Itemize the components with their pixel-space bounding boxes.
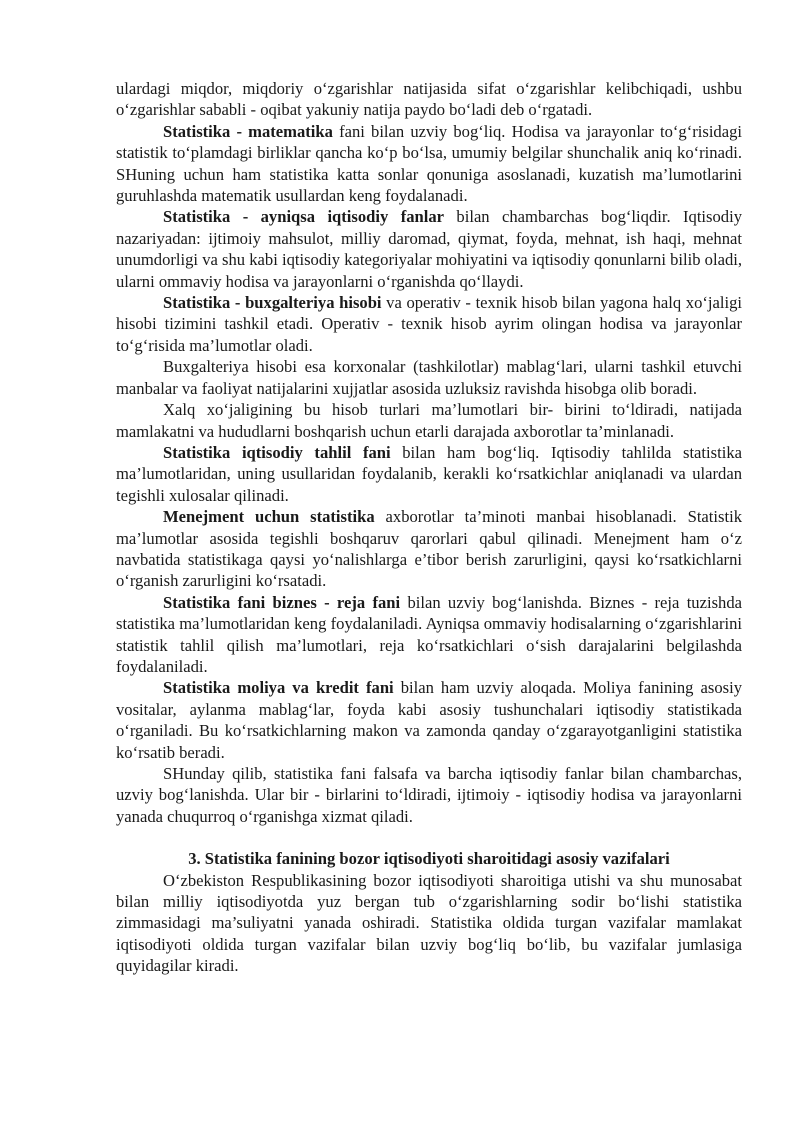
paragraph-bold-term: Menejment uchun statistika: [163, 507, 375, 527]
paragraph-3: [116, 206, 742, 292]
paragraph-bold-term: Statistika iqtisodiy tahlil fani: [163, 442, 391, 462]
paragraph-2: [116, 121, 742, 207]
paragraph-7: [116, 442, 742, 506]
paragraph-text: bilan chambarchas bog‘liqdir. Iqtisodiy nazariyadan: ijtimoiy mahsulot, milliy daromad, qiymat, foyda, mehnat, ish haqi, mehnat unumdorligi va shu kabi iqtisodiy kategoriyalar mohiyatini va iqtisodiy qonunlarni bilib oladi, ularni ommaviy hodisa va jarayonlarni o‘rganishda qo‘llaydi.: [116, 207, 743, 291]
paragraph-10: [116, 677, 742, 763]
paragraph-1: [116, 78, 742, 121]
paragraph-4: [116, 292, 742, 356]
paragraph-final: O‘zbekiston Respublikasining bozor iqtisodiyoti sharoitiga utishi va shu munosabat bilan milliy iqtisodiyotda yuz bergan tub o‘zgarishlarning sodir bo‘lishi statistika zimmasidagi ma’suliyatni yanada oshiradi. Statistika oldida turgan vazifalar mamlakat iqtisodiyoti oldida turgan vazifalar bilan uzviy bog‘liq bo‘lib, bu vazifalar jumlasiga quyidagilar kiradi.: [116, 870, 742, 976]
paragraph-text: va operativ - texnik hisob bilan yagona halq xo‘jaligi hisobi tizimini tashkil etadi. Operativ - texnik hisob ayrim olingan hodisa va jarayonlar to‘g‘risida ma’lumotlar oladi.: [116, 293, 742, 355]
paragraph-6: [116, 399, 742, 442]
paragraph-text: bilan ham bog‘liq. Iqtisodiy tahlilda statistika ma’lumotlaridan, uning usullaridan foydalanib, kerakli ko‘rsatkichlar aniqlanadi va ulardan tegishli xulosalar qilinadi.: [116, 442, 742, 505]
paragraph-5: [116, 356, 742, 399]
paragraph-bold-term: Statistika - ayniqsa iqtisodiy fanlar: [163, 207, 445, 227]
paragraph-bold-term: Statistika - buxgalteriya hisobi: [163, 293, 382, 313]
paragraph-bold-term: Statistika - matematika: [163, 121, 333, 141]
paragraph-text: axborotlar ta’minoti manbai hisoblanadi. Statistik ma’lumotlar asosida tegishli boshqaruv qarorlari qabul qilinadi. Menejment ham o‘z navbatida statistikaga qaysi yo‘nalishlarga e’tibor berish zarurligini, qaysi ko‘rsatkichlarni o‘rganish zarurligini ko‘rsatadi.: [116, 507, 742, 591]
paragraph-text: SHunday qilib, statistika fani falsafa va barcha iqtisodiy fanlar bilan chambarchas, uzviy bog‘lanishda. Ular bir - birlarini to‘ldiradi, ijtimoiy - iqtisodiy hodisa va jarayonlarni yanada chuqurroq o‘rganishga xizmat qiladi.: [116, 764, 742, 826]
paragraph-text: Buxgalteriya hisobi esa korxonalar (tashkilotlar) mablag‘lari, ularni tashkil etuvchi manbalar va faoliyat natijalarini xujjatlar asosida uzluksiz ravishda hisobga olib boradi.: [116, 357, 742, 398]
paragraph-bold-term: Statistika fani biznes - reja fani: [163, 592, 401, 612]
paragraph-text: bilan uzviy bog‘lanishda. Biznes - reja tuzishda statistika ma’lumotlaridan keng foydalaniladi. Ayniqsa ommaviy hodisalarning o‘zgarishlarini statistik tahlil qilish ma’lumotlari, reja ko‘rsatkichlari o‘sish darajalarini belgilashda foydalaniladi.: [116, 592, 742, 676]
paragraph-text: fani bilan uzviy bog‘liq. Hodisa va jarayonlar to‘g‘risidagi statistik to‘plamdagi birliklar qancha ko‘p bo‘lsa, umumiy belgilar shunchalik aniq ko‘rinadi. SHuning uchun ham statistika katta sonlar qonuniga asoslanadi, kuzatish ma’lumotlarini guruhlashda matematik usullardan keng foydalanadi.: [116, 121, 742, 206]
paragraph-text: bilan ham uzviy aloqada. Moliya fanining asosiy vositalar, aylanma mablag‘lar, foyda kabi asosiy tushunchalari iqtisodiy statistikada o‘rganiladi. Bu ko‘rsatkichlarning makon va zamonda qanday o‘zgarayotganligini statistika ko‘rsatib beradi.: [116, 678, 742, 762]
paragraph-bold-term: Statistika moliya va kredit fani: [163, 678, 394, 698]
paragraph-9: [116, 592, 742, 678]
paragraph-text: Xalq xo‘jaligining bu hisob turlari ma’lumotlari bir- birini to‘ldiradi, natijada mamlakatni va hududlarni boshqarish uchun etarli darajada axborotlar ta’minlanadi.: [116, 400, 742, 441]
paragraph-8: [116, 506, 742, 592]
document-page: [116, 78, 742, 977]
paragraph-text: ulardagi miqdor, miqdoriy o‘zgarishlar natijasida sifat o‘zgarishlar kelibchiqadi, ushbu o‘zgarishlar sababli - oqibat yakuniy natija paydo bo‘ladi deb o‘rgatadi.: [116, 79, 742, 120]
section-heading: 3. Statistika fanining bozor iqtisodiyoti sharoitidagi asosiy vazifalari: [188, 849, 670, 869]
paragraph-11: [116, 763, 742, 827]
